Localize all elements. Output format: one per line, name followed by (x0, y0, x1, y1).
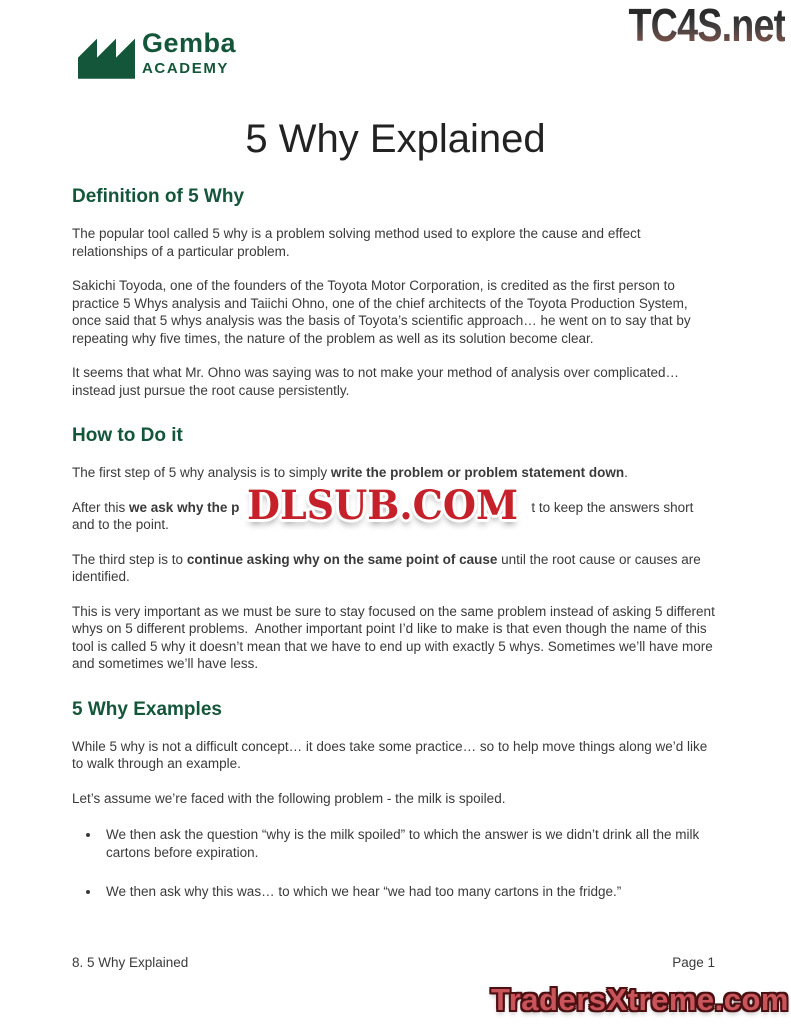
tc4s-watermark: TC4S.net (628, 0, 785, 51)
text-segment: . (624, 465, 628, 480)
text-segment: t to keep the answers short (531, 499, 694, 515)
bold-segment: we ask why the p (129, 499, 240, 515)
gemba-academy-logo (78, 30, 236, 79)
paragraph: Let’s assume we’re faced with the following problem - the milk is spoiled. (72, 790, 506, 806)
text-segment: The third step is to (72, 551, 187, 567)
document-body (72, 186, 719, 901)
logo-brand-name: Gemba (142, 28, 237, 58)
text-segment: and to the point. (72, 517, 169, 532)
paragraph: While 5 why is not a difficult concept… it does take some practice… so to help move things along we’d like to walk through an example. (72, 738, 708, 771)
text-segment: The first step of 5 why analysis is to simply (72, 465, 331, 480)
example-bullet-list (72, 826, 719, 901)
page-title: 5 Why Explained (245, 117, 546, 161)
page-header (0, 0, 791, 90)
list-item: • We then ask the question “why is the milk spoiled” to which the answer is we didn’t drink all the milk cartons before expiration. (101, 826, 719, 861)
heading-definition: Definition of 5 Why (72, 186, 245, 207)
bold-segment: continue asking why on the same point of cause (186, 551, 498, 567)
paragraph: It seems that what Mr. Ohno was saying was to not make your method of analysis over complicated… instead just pursue the root cause persistently. (72, 365, 680, 398)
bold-segment: write the problem or problem statement down (330, 465, 625, 480)
list-item: • We then ask why this was… to which we hear “we had too many cartons in the fridge.” (101, 883, 719, 901)
paragraph (72, 551, 719, 586)
paragraph (72, 464, 719, 482)
heading-examples: 5 Why Examples (72, 698, 222, 720)
tradersxtreme-watermark: TradersXtreme.com (491, 982, 789, 1017)
footer-document-title: 8. 5 Why Explained (72, 955, 189, 970)
paragraph: This is very important as we must be sure to stay focused on the same problem instead of asking 5 different whys on 5 different problems. Another important point I’d like to make is that even though the name of this tool is called 5 why it doesn’t mean that we have to end up with exactly 5 whys. Sometimes we’ll have more and sometimes we’ll have less. (72, 603, 715, 671)
text-segment: After this (72, 499, 130, 515)
dlsub-watermark: DLSUB.COM (247, 480, 519, 529)
footer-page-number: Page 1 (672, 955, 715, 970)
paragraph: The popular tool called 5 why is a problem solving method used to explore the cause and effect relationships of a particular problem. (72, 226, 641, 259)
paragraph: Sakichi Toyoda, one of the founders of the Toyota Motor Corporation, is credited as the first person to practice 5 Whys analysis and Taiichi Ohno, one of the chief architects of the Toyota Production System, once said that 5 whys analysis was the basis of Toyota’s scientific approach… he went on to say that by repeating why five times, the nature of the problem as well as its solution become clear. (72, 278, 691, 346)
factory-icon (78, 30, 135, 79)
heading-how-to: How to Do it (72, 425, 183, 446)
logo-text (142, 30, 236, 77)
text-segment: until the root cause or causes are identified. (72, 551, 701, 584)
logo-sub-name: ACADEMY (142, 60, 230, 77)
page-footer (72, 955, 715, 970)
